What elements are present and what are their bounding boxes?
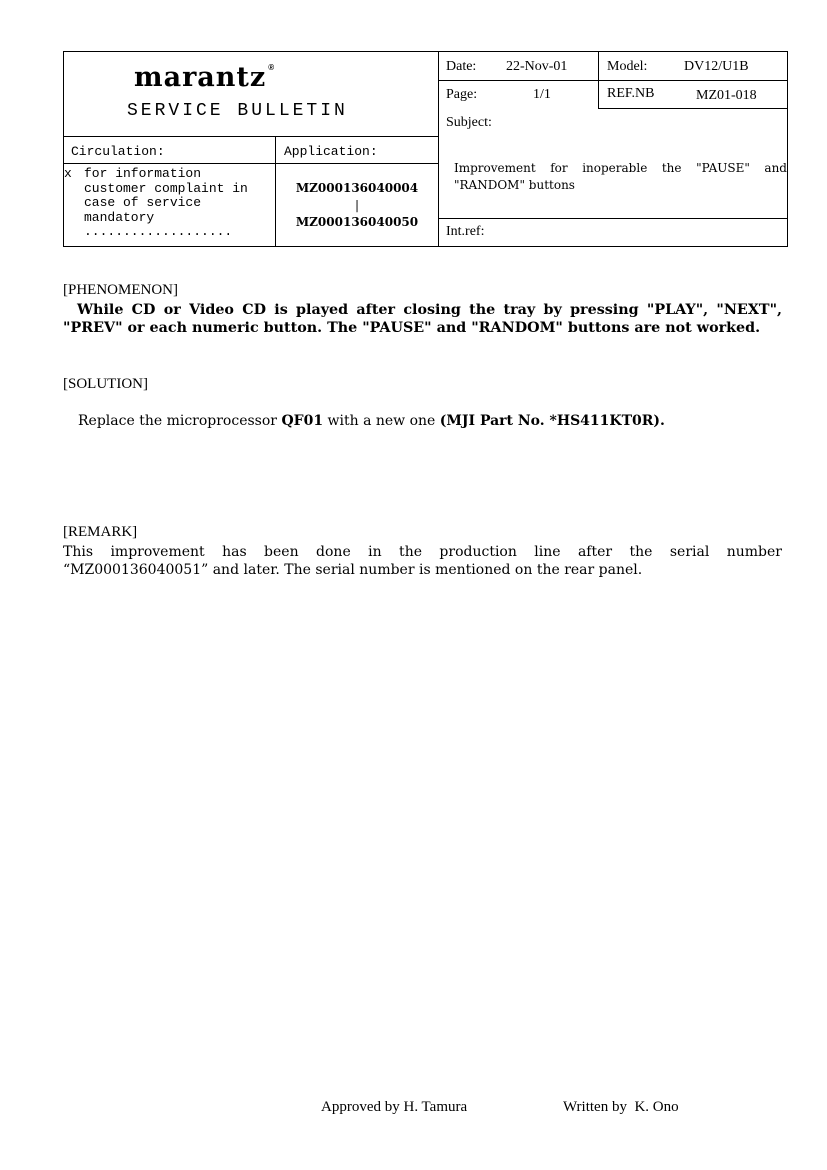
- brand-name: marantz: [134, 62, 267, 93]
- list-item: [64, 225, 248, 240]
- subject-text: Improvement for inoperable the "PAUSE" and "RANDOM" buttons: [454, 161, 787, 192]
- phenomenon-line-2: "PREV" or each numeric button. The "PAUSE" and "RANDOM" buttons are not worked.: [63, 320, 761, 336]
- written-by: Written by K. Ono: [563, 1099, 679, 1115]
- list-item: [64, 182, 248, 197]
- approved-by: Approved by H. Tamura: [321, 1099, 468, 1115]
- remark-line-1: This improvement has been done in the production line after the serial number: [63, 544, 782, 560]
- solution-text: [78, 413, 665, 429]
- solution-text-part: Replace the microprocessor: [78, 413, 282, 429]
- divider: [64, 136, 438, 137]
- refnb-label: REF.NB: [607, 86, 655, 101]
- divider: [64, 163, 438, 164]
- part-reference: QF01: [281, 413, 324, 429]
- solution-text-part: with a new one: [323, 413, 440, 429]
- intref-label: Int.ref:: [446, 224, 485, 239]
- model-label: Model:: [607, 59, 648, 74]
- list-item: [64, 211, 248, 226]
- date-value: 22-Nov-01: [506, 59, 568, 74]
- brand-logo: [134, 64, 275, 91]
- phenomenon-heading: [PHENOMENON]: [63, 282, 178, 298]
- list-item: [64, 196, 248, 211]
- header-table: [63, 51, 788, 247]
- page-value: 1/1: [533, 87, 551, 102]
- remark-heading: [REMARK]: [63, 524, 138, 540]
- range-separator: |: [354, 198, 360, 212]
- registered-mark: ®: [268, 63, 276, 72]
- page-label: Page:: [446, 87, 478, 102]
- doc-type-title: SERVICE BULLETIN: [127, 101, 348, 121]
- list-item-text: customer complaint in: [84, 180, 248, 196]
- phenomenon-line-1: While CD or Video CD is played after closing the tray by pressing "PLAY", "NEXT",: [77, 302, 782, 318]
- list-item-text: case of service: [84, 195, 202, 211]
- subject-label: Subject:: [446, 115, 492, 130]
- application-label: Application:: [284, 144, 378, 159]
- divider: [438, 80, 787, 81]
- list-item: [64, 167, 248, 182]
- solution-heading: [SOLUTION]: [63, 376, 148, 392]
- model-value: DV12/U1B: [684, 59, 749, 74]
- check-mark: x: [64, 166, 72, 181]
- application-range: [276, 180, 438, 231]
- serial-to: MZ000136040050: [295, 215, 419, 229]
- circulation-list: [64, 167, 248, 240]
- date-label: Date:: [446, 59, 477, 74]
- refnb-value: MZ01-018: [696, 88, 757, 103]
- divider: [438, 218, 787, 219]
- list-item-text: ...................: [84, 224, 233, 240]
- list-item-text: for information: [84, 166, 202, 181]
- divider: [598, 108, 787, 109]
- remark-line-2: “MZ000136040051” and later. The serial number is mentioned on the rear panel.: [63, 562, 643, 578]
- list-item-text: mandatory: [84, 209, 155, 225]
- divider: [438, 52, 439, 246]
- circulation-label: Circulation:: [71, 144, 165, 159]
- divider: [598, 52, 599, 109]
- part-number: (MJI Part No. *HS411KT0R).: [439, 413, 665, 429]
- serial-from: MZ000136040004: [295, 181, 419, 195]
